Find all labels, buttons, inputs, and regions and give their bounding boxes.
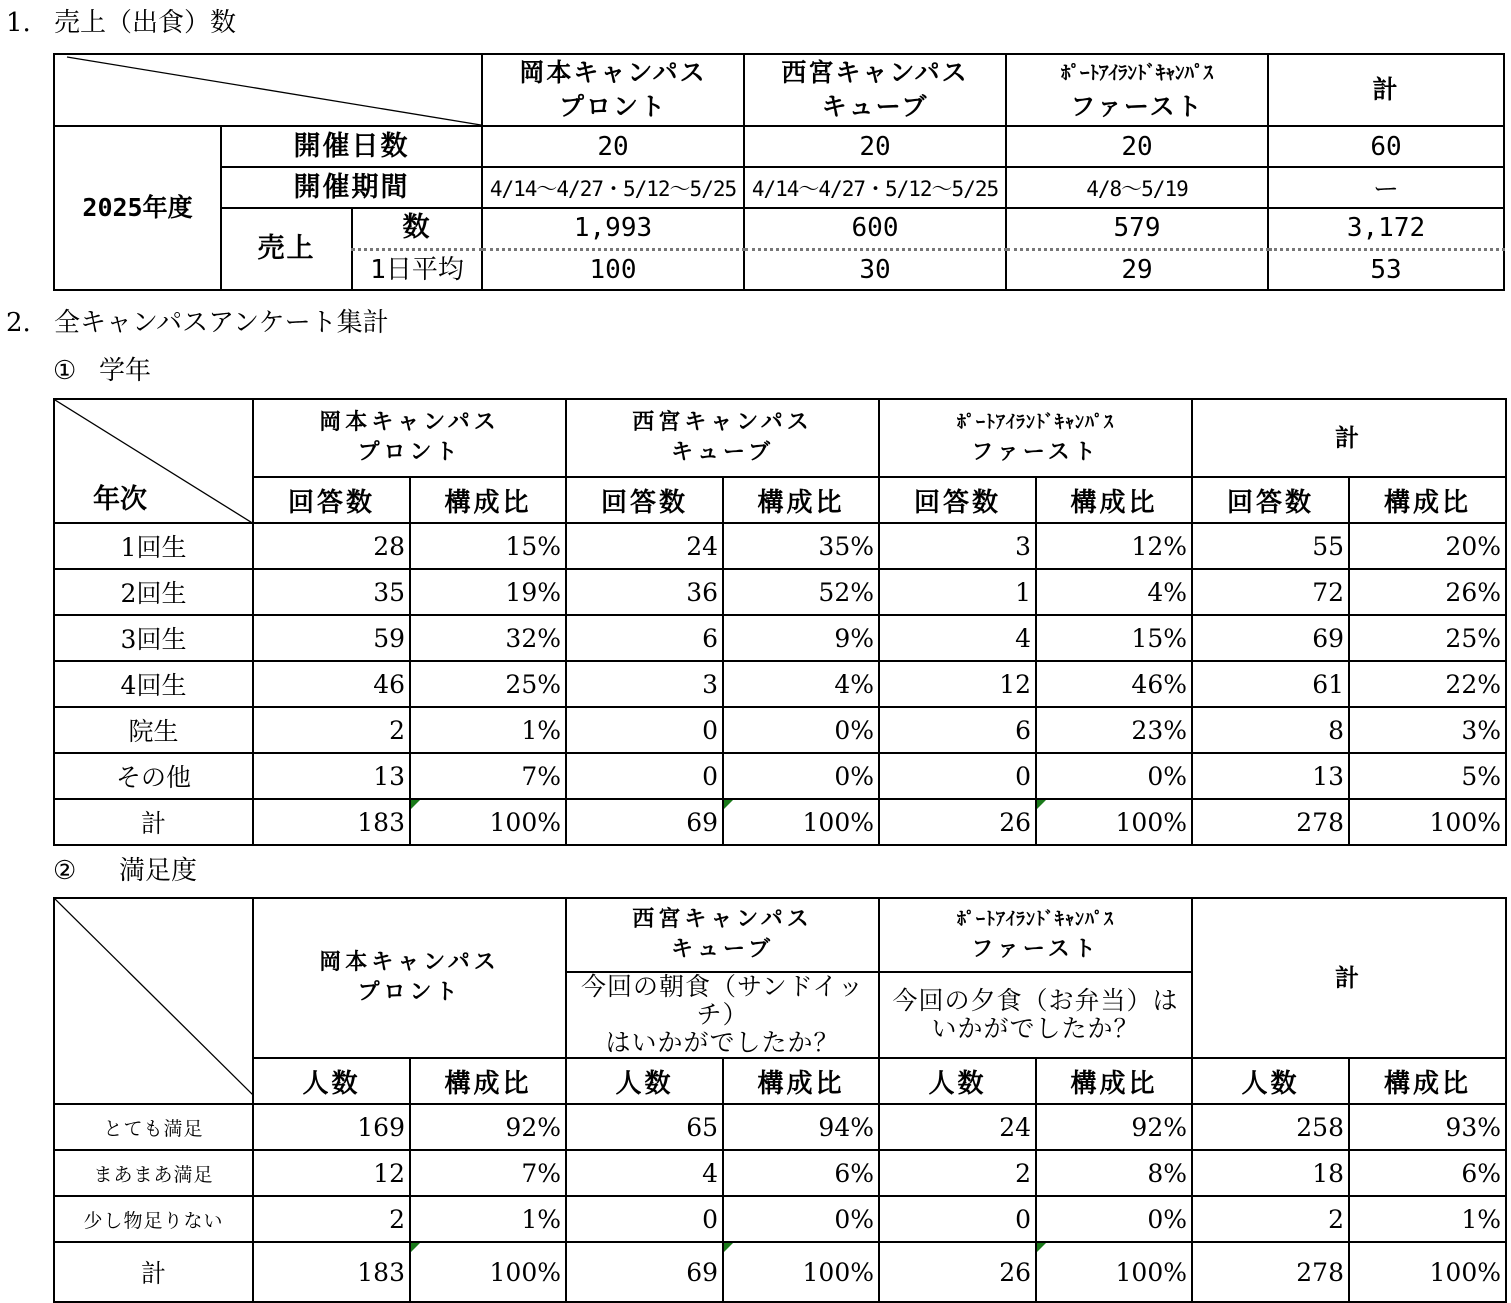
section1-number: 1. <box>6 8 31 38</box>
row-label: 1回生 <box>54 523 253 569</box>
count-cell: 8 <box>1192 707 1349 753</box>
row-label: まあまあ満足 <box>54 1150 253 1196</box>
count-cell: 13 <box>1192 753 1349 799</box>
count-cell: 0 <box>879 753 1036 799</box>
ratio-cell: 92% <box>410 1104 566 1150</box>
ratio-cell: 52% <box>723 569 879 615</box>
period-total: ー <box>1268 167 1504 208</box>
ratio-cell: 7% <box>410 1150 566 1196</box>
row-label: その他 <box>54 753 253 799</box>
ratio-cell: 23% <box>1036 707 1192 753</box>
sat-header-port <box>879 898 1192 972</box>
count-cell: 0 <box>566 753 723 799</box>
row-label: 少し物足りない <box>54 1196 253 1242</box>
header-line1: 岡本キャンパス <box>319 950 500 975</box>
count-cell: 169 <box>253 1104 410 1150</box>
question-nishinomiya <box>566 972 879 1058</box>
ratio-cell: 6% <box>723 1150 879 1196</box>
row-label: 計 <box>54 799 253 845</box>
count-cell: 2 <box>879 1150 1036 1196</box>
ratio-cell: 5% <box>1349 753 1506 799</box>
count-cell: 69 <box>1192 615 1349 661</box>
table-row <box>54 1150 1506 1196</box>
section1-title: 売上（出食）数 <box>54 8 237 38</box>
count-cell: 55 <box>1192 523 1349 569</box>
count-cell: 1 <box>879 569 1036 615</box>
avg-label: 1日平均 <box>352 249 482 290</box>
ratio-cell: 0% <box>1036 1196 1192 1242</box>
diagonal-line <box>55 899 253 1096</box>
count-cell: 3 <box>566 661 723 707</box>
ratio-cell: 15% <box>410 523 566 569</box>
days-nishinomiya: 20 <box>744 126 1006 167</box>
avg-nishinomiya: 30 <box>744 249 1006 290</box>
sat-count-header: 人数 <box>879 1058 1036 1104</box>
ratio-cell: 100% <box>1036 1242 1192 1302</box>
sales-corner-cell <box>54 54 482 126</box>
ratio-cell: 3% <box>1349 707 1506 753</box>
days-okamoto: 20 <box>482 126 744 167</box>
header-line2: プロント <box>357 980 462 1005</box>
sat-header-okamoto <box>253 898 566 1058</box>
row-label: 4回生 <box>54 661 253 707</box>
count-cell: 46 <box>253 661 410 707</box>
grade-header-port <box>879 399 1192 477</box>
sat-ratio-header: 構成比 <box>1036 1058 1192 1104</box>
grade-header-okamoto <box>253 399 566 477</box>
sat-count-header: 人数 <box>1192 1058 1349 1104</box>
question-line2: はいかがでしたか？ <box>605 1028 840 1057</box>
avg-total: 53 <box>1268 249 1504 290</box>
ratio-cell: 100% <box>723 1242 879 1302</box>
ratio-cell: 0% <box>723 1196 879 1242</box>
grade-table <box>53 398 1507 846</box>
sat-header-nishinomiya <box>566 898 879 972</box>
ratio-cell: 1% <box>410 707 566 753</box>
header-line1: 西宮キャンパス <box>632 907 813 932</box>
sales-header-total <box>1268 54 1504 126</box>
ratio-cell: 26% <box>1349 569 1506 615</box>
count-cell: 183 <box>253 1242 410 1302</box>
table-row <box>54 707 1506 753</box>
header-line2: キューブ <box>671 440 774 465</box>
sales-label: 売上 <box>221 208 352 290</box>
section1-heading <box>6 8 236 38</box>
header-line2: ファースト <box>971 937 1100 962</box>
count-cell: 2 <box>253 1196 410 1242</box>
count-cell: 24 <box>566 523 723 569</box>
grade-count-header: 回答数 <box>566 477 723 523</box>
question-line1: 今回の朝食（サンドイッチ） <box>580 972 864 1029</box>
ratio-cell: 94% <box>723 1104 879 1150</box>
avg-port: 29 <box>1006 249 1268 290</box>
ratio-cell: 1% <box>410 1196 566 1242</box>
ratio-cell: 4% <box>723 661 879 707</box>
sales-header-port <box>1006 54 1268 126</box>
table-row <box>54 615 1506 661</box>
ratio-cell: 100% <box>410 1242 566 1302</box>
header-line1: 計 <box>1372 75 1400 104</box>
grade-ratio-header: 構成比 <box>1349 477 1506 523</box>
ratio-cell: 46% <box>1036 661 1192 707</box>
row-label: 2回生 <box>54 569 253 615</box>
sat-count-header: 人数 <box>566 1058 723 1104</box>
ratio-cell: 20% <box>1349 523 1506 569</box>
count-cell: 2 <box>1192 1196 1349 1242</box>
ratio-cell: 1% <box>1349 1196 1506 1242</box>
ratio-cell: 8% <box>1036 1150 1192 1196</box>
grade-ratio-header: 構成比 <box>723 477 879 523</box>
sat-count-header: 人数 <box>253 1058 410 1104</box>
ratio-cell: 7% <box>410 753 566 799</box>
count-cell: 3 <box>879 523 1036 569</box>
days-total: 60 <box>1268 126 1504 167</box>
grade-count-header: 回答数 <box>879 477 1036 523</box>
header-line1: 計 <box>1335 424 1363 452</box>
ratio-cell: 12% <box>1036 523 1192 569</box>
grade-count-header: 回答数 <box>253 477 410 523</box>
satisfaction-corner-cell <box>54 898 253 1104</box>
sat-ratio-header: 構成比 <box>723 1058 879 1104</box>
ratio-cell: 35% <box>723 523 879 569</box>
ratio-cell: 4% <box>1036 569 1192 615</box>
sales-header-okamoto <box>482 54 744 126</box>
count-cell: 24 <box>879 1104 1036 1150</box>
grade-heading <box>53 356 151 386</box>
table-row <box>54 523 1506 569</box>
header-line2: プロント <box>558 92 667 121</box>
question-port <box>879 972 1192 1058</box>
grade-count-header: 回答数 <box>1192 477 1349 523</box>
grade-number: ① <box>53 356 77 386</box>
sales-table <box>53 53 1505 291</box>
section2-heading <box>6 308 389 338</box>
days-port: 20 <box>1006 126 1268 167</box>
count-cell: 26 <box>879 1242 1036 1302</box>
grade-corner-label: 年次 <box>93 484 147 515</box>
avg-okamoto: 100 <box>482 249 744 290</box>
ratio-cell: 100% <box>410 799 566 845</box>
ratio-cell: 100% <box>1349 1242 1506 1302</box>
ratio-cell: 19% <box>410 569 566 615</box>
ratio-cell: 9% <box>723 615 879 661</box>
count-label: 数 <box>352 208 482 249</box>
count-port: 579 <box>1006 208 1268 249</box>
ratio-cell: 0% <box>723 753 879 799</box>
count-cell: 69 <box>566 1242 723 1302</box>
count-cell: 0 <box>566 1196 723 1242</box>
header-line2: キューブ <box>821 92 929 121</box>
row-label: 院生 <box>54 707 253 753</box>
count-cell: 6 <box>879 707 1036 753</box>
grade-title: 学年 <box>99 356 152 386</box>
table-row <box>54 799 1506 845</box>
question-line1: 今回の夕食（お弁当）は <box>892 986 1179 1015</box>
count-total: 3,172 <box>1268 208 1504 249</box>
header-line2: プロント <box>357 440 462 465</box>
grade-ratio-header: 構成比 <box>410 477 566 523</box>
header-line1: 岡本キャンパス <box>319 410 500 435</box>
period-nishinomiya: 4/14～4/27・5/12～5/25 <box>744 167 1006 208</box>
count-cell: 258 <box>1192 1104 1349 1150</box>
period-label: 開催期間 <box>221 167 482 208</box>
count-cell: 4 <box>566 1150 723 1196</box>
ratio-cell: 100% <box>1349 799 1506 845</box>
count-cell: 35 <box>253 569 410 615</box>
ratio-cell: 100% <box>1036 799 1192 845</box>
count-cell: 36 <box>566 569 723 615</box>
count-cell: 59 <box>253 615 410 661</box>
count-cell: 278 <box>1192 1242 1349 1302</box>
sat-ratio-header: 構成比 <box>1349 1058 1506 1104</box>
ratio-cell: 0% <box>1036 753 1192 799</box>
row-label: とても満足 <box>54 1104 253 1150</box>
period-okamoto: 4/14～4/27・5/12～5/25 <box>482 167 744 208</box>
ratio-cell: 0% <box>723 707 879 753</box>
sat-ratio-header: 構成比 <box>410 1058 566 1104</box>
satisfaction-table <box>53 897 1507 1303</box>
section2-title: 全キャンパスアンケート集計 <box>54 308 389 338</box>
count-cell: 278 <box>1192 799 1349 845</box>
diagonal-line <box>55 400 253 523</box>
count-cell: 4 <box>879 615 1036 661</box>
row-label: 3回生 <box>54 615 253 661</box>
count-nishinomiya: 600 <box>744 208 1006 249</box>
grade-header-total <box>1192 399 1506 477</box>
ratio-cell: 32% <box>410 615 566 661</box>
ratio-cell: 25% <box>410 661 566 707</box>
row-label: 計 <box>54 1242 253 1302</box>
satisfaction-heading <box>53 856 197 886</box>
table-row <box>54 753 1506 799</box>
ratio-cell: 93% <box>1349 1104 1506 1150</box>
table-row <box>54 661 1506 707</box>
header-line1: ﾎﾟｰﾄｱｲﾗﾝﾄﾞｷｬﾝﾊﾟｽ <box>957 909 1114 930</box>
count-cell: 12 <box>879 661 1036 707</box>
header-line2: ファースト <box>1070 92 1204 121</box>
satisfaction-title: 満足度 <box>119 856 198 886</box>
count-cell: 13 <box>253 753 410 799</box>
count-cell: 12 <box>253 1150 410 1196</box>
table-row <box>54 1242 1506 1302</box>
count-cell: 6 <box>566 615 723 661</box>
table-row <box>54 569 1506 615</box>
ratio-cell: 22% <box>1349 661 1506 707</box>
ratio-cell: 92% <box>1036 1104 1192 1150</box>
sat-header-total <box>1192 898 1506 1058</box>
header-line1: 岡本キャンパス <box>519 58 707 87</box>
table-row <box>54 1104 1506 1150</box>
ratio-cell: 25% <box>1349 615 1506 661</box>
section2-number: 2. <box>6 308 31 338</box>
grade-corner-cell <box>54 399 253 523</box>
satisfaction-number: ② <box>53 856 77 886</box>
header-line2: キューブ <box>671 937 774 962</box>
header-line1: 西宮キャンパス <box>632 410 813 435</box>
count-cell: 61 <box>1192 661 1349 707</box>
count-cell: 183 <box>253 799 410 845</box>
count-cell: 18 <box>1192 1150 1349 1196</box>
question-line2: いかがでしたか？ <box>931 1014 1140 1043</box>
count-cell: 69 <box>566 799 723 845</box>
ratio-cell: 6% <box>1349 1150 1506 1196</box>
header-line1: ﾎﾟｰﾄｱｲﾗﾝﾄﾞｷｬﾝﾊﾟｽ <box>957 412 1114 433</box>
sales-header-nishinomiya <box>744 54 1006 126</box>
ratio-cell: 100% <box>723 799 879 845</box>
header-line2: ファースト <box>971 440 1100 465</box>
diagonal-line <box>55 55 482 126</box>
header-line1: 計 <box>1335 964 1363 992</box>
count-cell: 0 <box>566 707 723 753</box>
count-cell: 26 <box>879 799 1036 845</box>
grade-header-nishinomiya <box>566 399 879 477</box>
header-line1: ﾎﾟｰﾄｱｲﾗﾝﾄﾞｷｬﾝﾊﾟｽ <box>1060 62 1213 84</box>
count-cell: 28 <box>253 523 410 569</box>
year-label: 2025年度 <box>54 126 221 290</box>
days-label: 開催日数 <box>221 126 482 167</box>
grade-ratio-header: 構成比 <box>1036 477 1192 523</box>
count-cell: 0 <box>879 1196 1036 1242</box>
count-okamoto: 1,993 <box>482 208 744 249</box>
ratio-cell: 15% <box>1036 615 1192 661</box>
header-line1: 西宮キャンパス <box>781 58 969 87</box>
count-cell: 72 <box>1192 569 1349 615</box>
count-cell: 65 <box>566 1104 723 1150</box>
table-row <box>54 1196 1506 1242</box>
count-cell: 2 <box>253 707 410 753</box>
period-port: 4/8～5/19 <box>1006 167 1268 208</box>
